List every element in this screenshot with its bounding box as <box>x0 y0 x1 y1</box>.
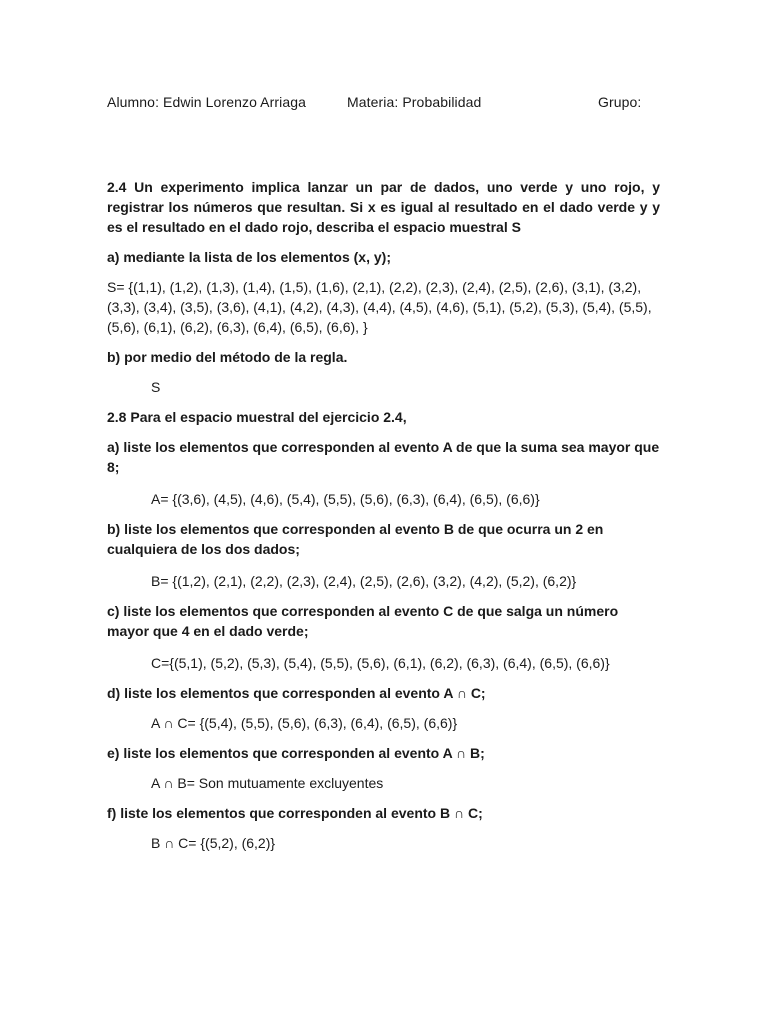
student-name: Alumno: Edwin Lorenzo Arriaga <box>107 94 307 110</box>
exercise-2-4-a-label: a) mediante la lista de los elementos (x, y); <box>107 249 391 265</box>
exercise-2-8-a-label: a) liste los elementos que corresponden al evento A de que la suma sea mayor que 8; <box>107 439 660 475</box>
exercise-2-8-d-answer: A ∩ C= {(5,4), (5,5), (5,6), (6,3), (6,4), (6,5), (6,6)} <box>151 715 458 731</box>
exercise-2-8-a-answer: A= {(3,6), (4,5), (4,6), (5,4), (5,5), (5,6), (6,3), (6,4), (6,5), (6,6)} <box>151 491 540 507</box>
exercise-2-4-b-label: b) por medio del método de la regla. <box>107 349 348 365</box>
exercise-2-8-e-answer: A ∩ B= Son mutuamente excluyentes <box>151 775 384 791</box>
exercise-2-8-c-label: c) liste los elementos que corresponden al evento C de que salga un número mayor que 4 en el dado verde; <box>107 603 619 639</box>
header-line <box>107 92 667 112</box>
exercises-body <box>107 177 660 853</box>
exercise-2-8-e-label: e) liste los elementos que corresponden al evento A ∩ B; <box>107 745 485 761</box>
exercise-2-8-b-answer: B= {(1,2), (2,1), (2,2), (2,3), (2,4), (2,5), (2,6), (3,2), (4,2), (5,2), (6,2)} <box>151 573 577 589</box>
group-label: Grupo: <box>598 94 642 110</box>
exercise-2-8-b-label: b) liste los elementos que corresponden al evento B de que ocurra un 2 en cualquiera de los dos dados; <box>107 521 604 557</box>
exercise-2-8-c-answer: C={(5,1), (5,2), (5,3), (5,4), (5,5), (5,6), (6,1), (6,2), (6,3), (6,4), (6,5), (6,6)} <box>151 655 610 671</box>
exercise-2-8-f-label: f) liste los elementos que corresponden al evento B ∩ C; <box>107 805 483 821</box>
exercise-2-4-a-answer: S= {(1,1), (1,2), (1,3), (1,4), (1,5), (1,6), (2,1), (2,2), (2,3), (2,4), (2,5), (2,6), (3,1), (3,2), (3,3), (3,4), (3,5), (3,6), (4,1), (4,2), (4,3), (4,4), (4,5), (4,6), (5,1), (5,2), (5,3), (5,4), (5,5), (5,6), (6,1), (6,2), (6,3), (6,4), (6,5), (6,6), } <box>107 279 652 335</box>
subject: Materia: Probabilidad <box>347 94 482 110</box>
exercise-2-4-question: 2.4 Un experimento implica lanzar un par de dados, uno verde y uno rojo, y registrar los números que resultan. Si x es igual al resultado en el dado verde y y es el resultado en el dado rojo, describa el espacio muestral S <box>107 179 660 235</box>
exercise-2-4-b-answer: S <box>151 379 161 395</box>
exercise-2-8-f-answer: B ∩ C= {(5,2), (6,2)} <box>151 835 276 851</box>
exercise-2-8-d-label: d) liste los elementos que corresponden al evento A ∩ C; <box>107 685 486 701</box>
exercise-2-8-title: 2.8 Para el espacio muestral del ejercicio 2.4, <box>107 409 407 425</box>
